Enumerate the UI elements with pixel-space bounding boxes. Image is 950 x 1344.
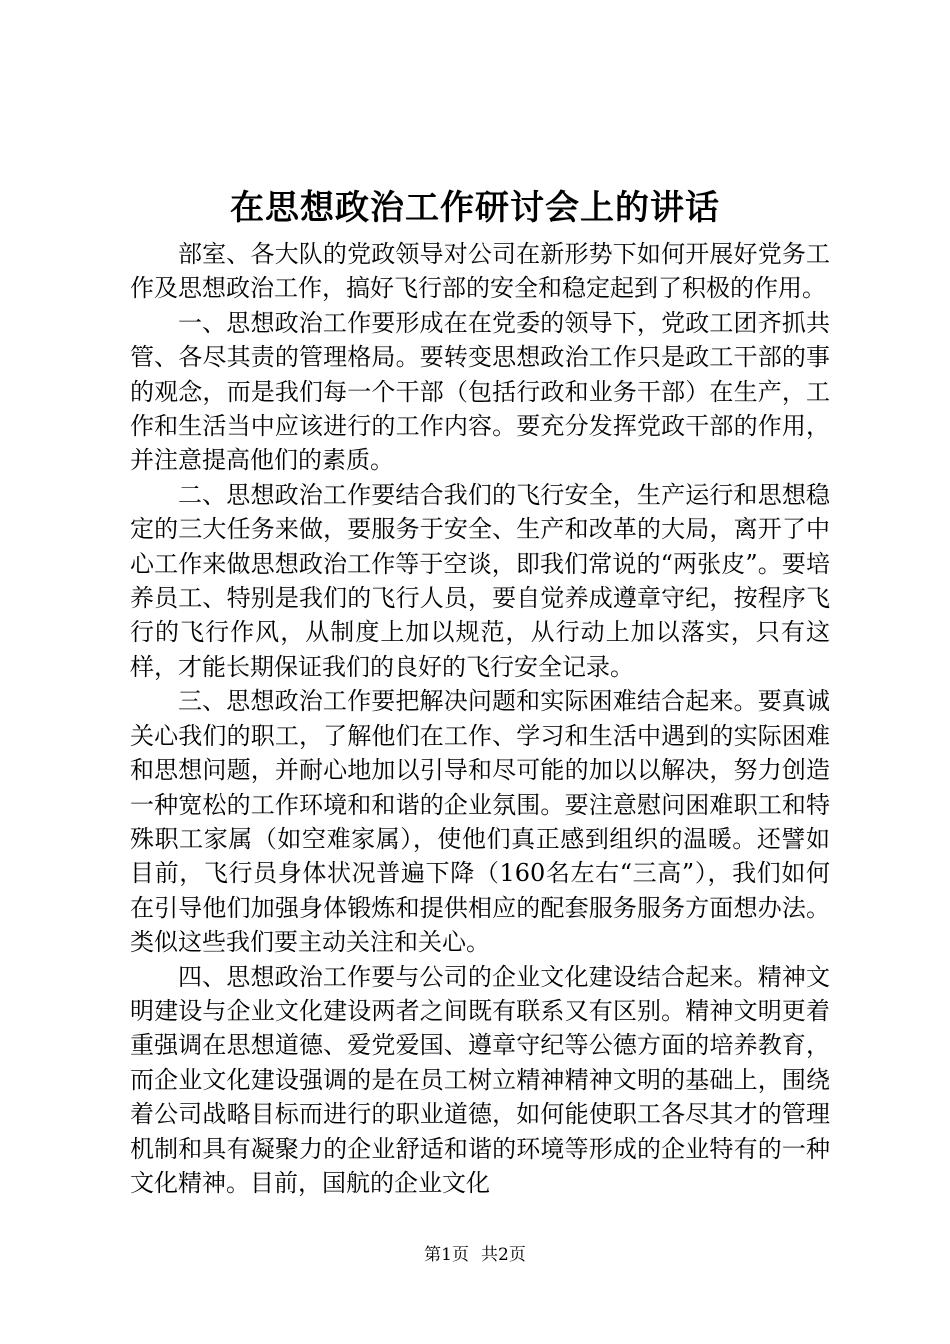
page-total: 共2页 [481,1245,526,1265]
paragraph-point-3: 三、思想政治工作要把解决问题和实际困难结合起来。要真诚关心我们的职工，了解他们在工作、学习和生活中遇到的实际困难和思想问题，并耐心地加以引导和尽可能的加以以解决，努力创造一种宽松的工作环境和和谐的企业氛围。要注意慰问困难职工和特殊职工家属（如空难家属），使他们真正感到组织的温暖。还譬如目前，飞行员身体状况普遍下降（160名左右“三高”），我们如何在引导他们加强身体锻炼和提供相应的配套服务服务方面想办法。类似这些我们要主动关注和关心。 [130,687,830,957]
paragraph-point-1: 一、思想政治工作要形成在在党委的领导下，党政工团齐抓共管、各尽其责的管理格局。要转变思想政治工作只是政工干部的事的观念，而是我们每一个干部（包括行政和业务干部）在生产，工作和生活当中应该进行的工作内容。要充分发挥党政干部的作用，并注意提高他们的素质。 [130,308,830,475]
paragraph-intro: 部室、各大队的党政领导对公司在新形势下如何开展好党务工作及思想政治工作，搞好飞行部的安全和稳定起到了积极的作用。 [130,240,830,303]
document-title: 在思想政治工作研讨会上的讲话 [230,188,720,228]
document-body [130,237,830,1200]
paragraph-point-4: 四、思想政治工作要与公司的企业文化建设结合起来。精神文明建设与企业文化建设两者之间既有联系又有区别。精神文明更着重强调在思想道德、爱党爱国、遵章守纪等公德方面的培养教育，而企业文化建设强调的是在员工树立精神精神文明的基础上，围绕着公司战略目标而进行的职业道德，如何能使职工各尽其才的管理机制和具有凝聚力的企业舒适和谐的环境等形成的企业特有的一种文化精神。目前，国航的企业文化 [130,962,830,1197]
page-footer [0,1244,950,1266]
paragraph-point-2: 二、思想政治工作要结合我们的飞行安全，生产运行和思想稳定的三大任务来做，要服务于安全、生产和改革的大局，离开了中心工作来做思想政治工作等于空谈，即我们常说的“两张皮”。要培养员工、特别是我们的飞行人员，要自觉养成遵章守纪，按程序飞行的飞行作风，从制度上加以规范，从行动上加以落实，只有这样，才能长期保证我们的良好的飞行安全记录。 [130,480,830,681]
page-number: 第1页 [424,1245,469,1265]
